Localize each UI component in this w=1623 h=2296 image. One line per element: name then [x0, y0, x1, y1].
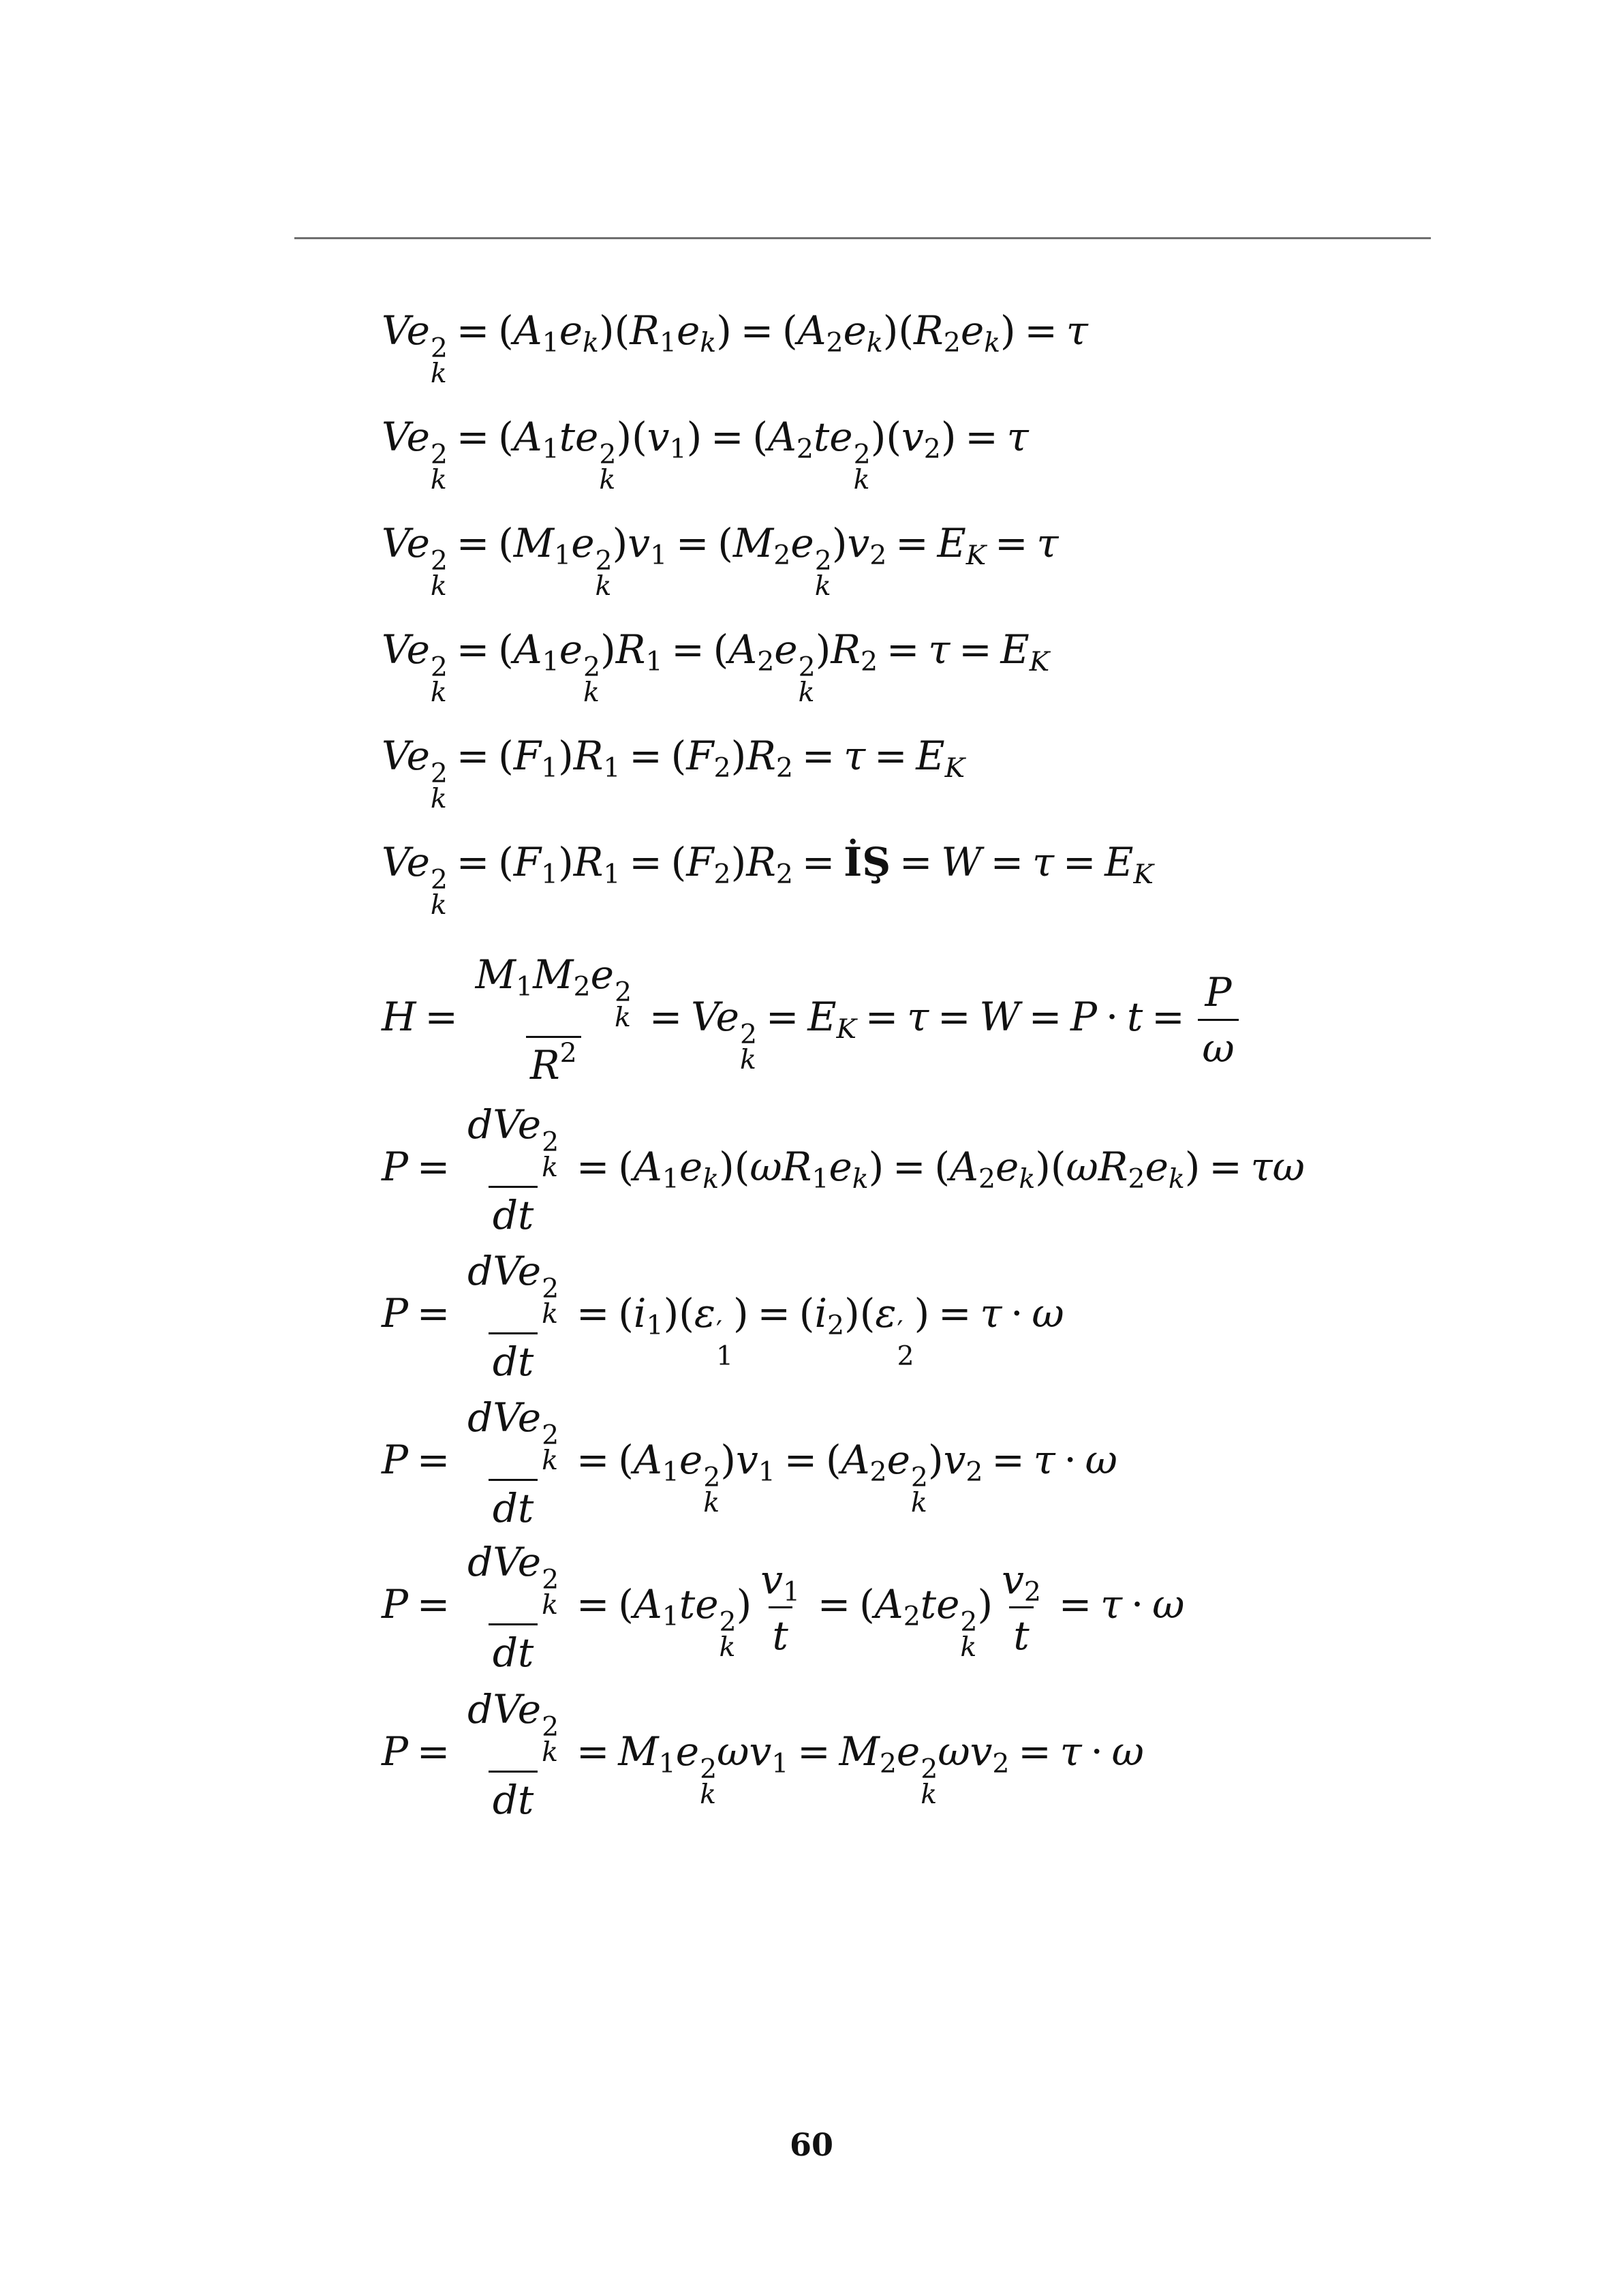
header-rule	[294, 237, 1431, 239]
equation-4: Ve 2 k = ($A_1e$ 2 k )$R_1 = (A_2e$ 2 k )$R_2 = \tau = E_K$	[382, 626, 1050, 708]
equation-12: P = dVe 2 k dt = $M_1e$ 2 k $\omega v_1 = M_2e$ 2 k $\omega v_2 = \tau \cdot \omega$	[382, 1686, 1144, 1824]
equation-7: H = $M_1M_2e$ 2 k $R^2$ = Ve 2 k = $E_K = \tau = W = P \cdot t$ = $\frac{P}{\omega}$	[382, 954, 1243, 1086]
is-term: İŞ	[844, 839, 891, 885]
equation-8: P = dVe 2 k dt = $(A_1e_k)(\omega R_1e_k) = (A_2e_k)(\omega R_2e_k) = \tau\omega$	[382, 1101, 1305, 1239]
equation-1: Ve 2 k = $(A_1e_k)(R_1e_k) = (A_2e_k)(R_2e_k) = \tau$	[382, 307, 1088, 389]
equation-11: P = dVe 2 k dt = ($A_1te$ 2 k ) $\frac{v_1}{t}$ = ($A_2te$ 2 k ) $\frac{v_2}{t}$ = τ · ω	[382, 1539, 1185, 1677]
page-number: 60	[789, 2126, 833, 2163]
equation-3: Ve 2 k = ($M_1e$ 2 k )$v_1 = (M_2e$ 2 k )$v_2 = E_K = \tau$	[382, 520, 1059, 602]
equation-10: P = dVe 2 k dt = ($A_1e$ 2 k )$v_1 = (A_2e$ 2 k )$v_2 = \tau \cdot \omega$	[382, 1394, 1117, 1532]
equation-2: Ve 2 k = ($A_1te$ 2 k )$(v_1) = (A_2te$ 2 k )$(v_2) = \tau$	[382, 414, 1029, 495]
equation-6: Ve 2 k = $(F_1)R_1 = (F_2)R_2$ = İŞ = $W = \tau = E_K$	[382, 839, 1154, 921]
equation-5: Ve 2 k = $(F_1)R_1 = (F_2)R_2 = \tau = E_K$	[382, 733, 965, 814]
equation-9: P = dVe 2 k dt = $(i_1)(\varepsilon$ ′ 1 ) = $(i_2)(\varepsilon$ ′ 2 ) = τ · ω	[382, 1248, 1064, 1386]
